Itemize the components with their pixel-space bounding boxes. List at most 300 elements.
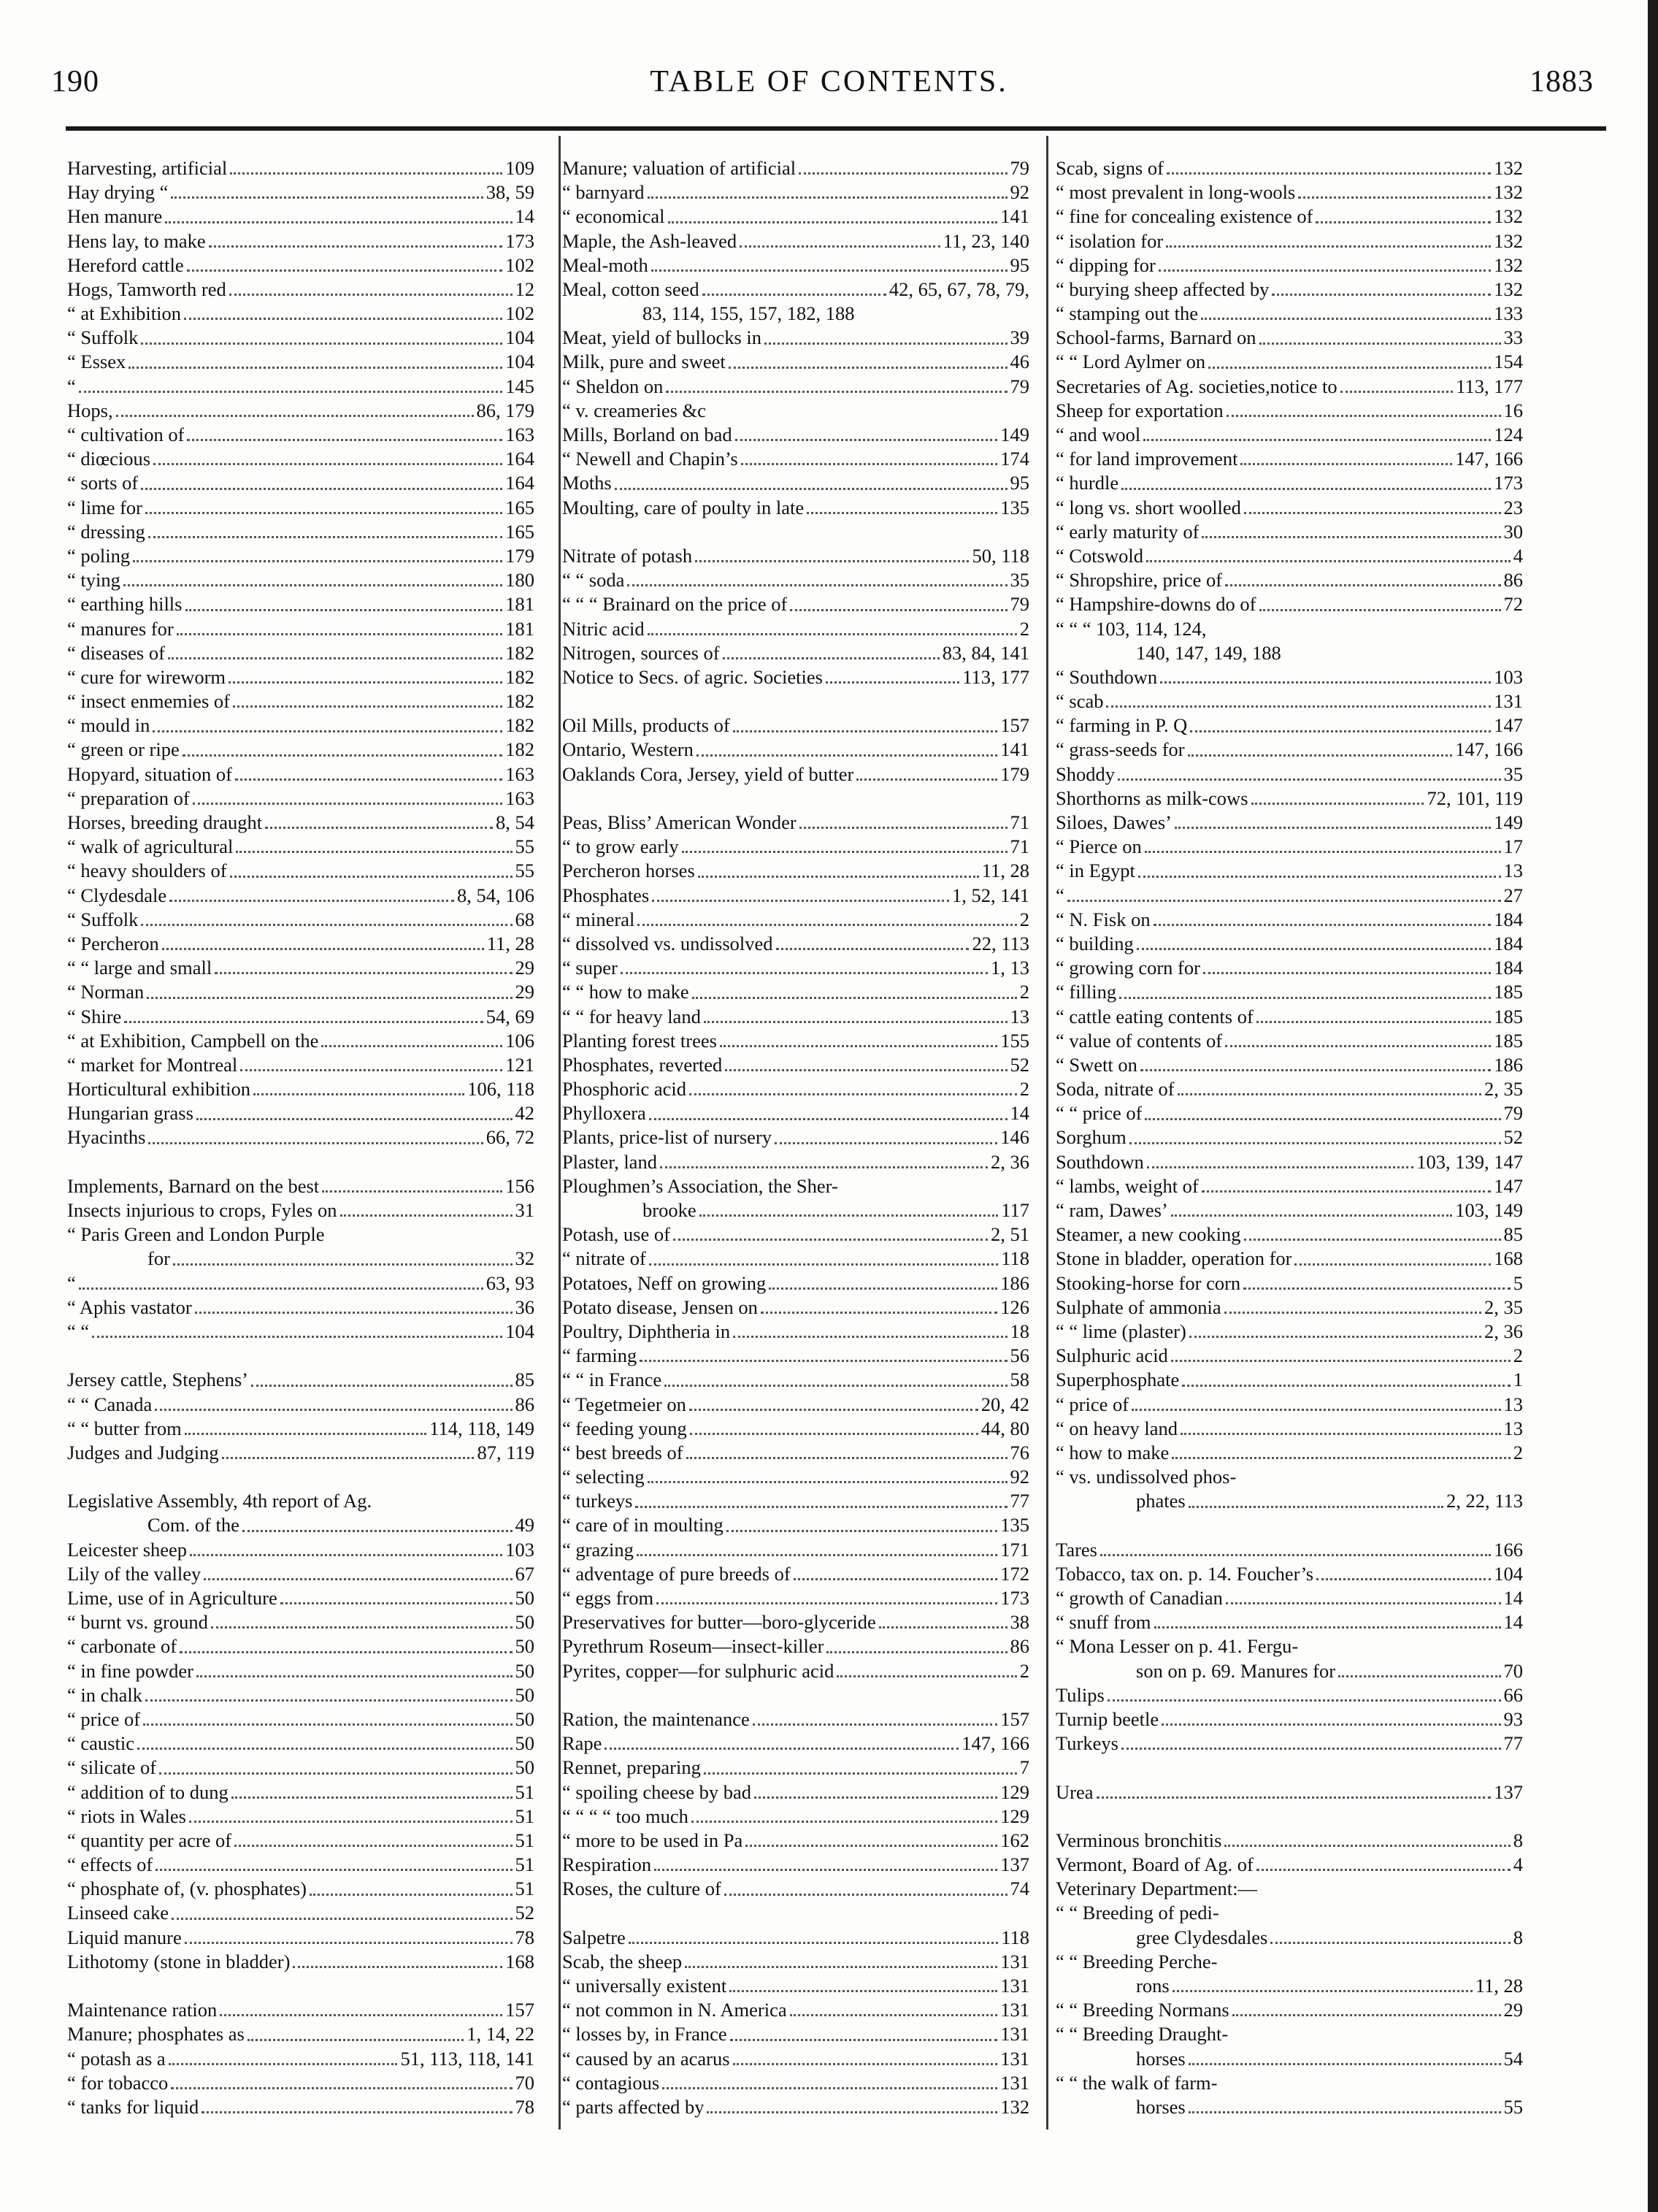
dot-leader [1231, 2040, 1520, 2041]
index-entry [1056, 1926, 1523, 1950]
dot-leader [648, 196, 1008, 199]
dot-leader [124, 1020, 483, 1023]
dot-leader [799, 172, 1007, 175]
index-entry-text: “ riots in Wales [67, 1805, 186, 1827]
dot-leader [92, 1335, 502, 1338]
index-entry-pages: 184 [1494, 932, 1523, 954]
index-entry-text: Milk, pure and sweet [562, 351, 726, 373]
index-entry-text: “ price of [1056, 1393, 1129, 1415]
index-entry-text: Phylloxera [562, 1102, 646, 1125]
index-entry-text: “ sorts of [67, 472, 139, 494]
index-entry [562, 1974, 1029, 1998]
index-entry-text: “ [67, 375, 76, 397]
index-entry-text: Turnip beetle [1056, 1707, 1159, 1730]
dot-leader [648, 1480, 1008, 1483]
index-entry-pages: 145 [505, 375, 534, 397]
index-entry [562, 568, 1029, 592]
dot-leader [171, 2086, 512, 2089]
index-entry-pages: 2, 35 [1484, 1296, 1523, 1318]
index-entry-text: “ lambs, weight of [1056, 1174, 1199, 1197]
index-entry [1056, 980, 1523, 1004]
index-entry-pages: 165 [505, 496, 534, 518]
dot-leader [204, 1577, 512, 1580]
dot-leader [187, 438, 502, 441]
index-entry-pages: 173 [1494, 472, 1523, 494]
dot-leader [837, 1675, 1016, 1677]
dot-leader [696, 754, 997, 757]
index-entry [67, 1950, 534, 1974]
dot-leader [230, 172, 502, 175]
dot-leader [740, 245, 940, 248]
index-entry-pages: 172 [1000, 1562, 1029, 1585]
dot-leader [340, 1214, 513, 1217]
index-entry [67, 1853, 534, 1877]
index-entry-pages: 135 [1000, 1514, 1029, 1536]
index-entry-pages: 50 [515, 1756, 534, 1779]
dot-leader [79, 1287, 483, 1290]
index-entry-text: “ Percheron [67, 932, 159, 954]
index-spacer [562, 787, 1029, 811]
index-entry-text: Peas, Bliss’ American Wonder [562, 811, 797, 834]
index-entry [1056, 738, 1523, 762]
dot-leader [169, 899, 454, 902]
index-entry-pages: 12 [515, 278, 534, 300]
index-entry [562, 713, 1029, 738]
index-entry-text: Implements, Barnard on the best [67, 1174, 320, 1197]
index-entry [67, 1998, 534, 2022]
index-entry [67, 302, 534, 326]
dot-leader [251, 1384, 513, 1387]
dot-leader [1188, 754, 1453, 757]
index-entry-text: “ filling [1056, 981, 1117, 1003]
index-entry-text: “ Tegetmeier on [562, 1393, 686, 1415]
dot-leader [702, 293, 886, 296]
index-entry [67, 859, 534, 883]
index-entry-pages: 70 [1503, 1659, 1523, 1682]
index-entry-pages: 157 [1000, 1707, 1029, 1730]
index-entry-text: “ [1056, 884, 1064, 906]
index-entry [1056, 956, 1523, 980]
index-entry-text: Horticultural exhibition [67, 1078, 250, 1101]
index-entry [67, 2047, 534, 2071]
index-entry-pages: 137 [1494, 1780, 1523, 1803]
index-entry-pages: 27 [1503, 884, 1523, 906]
index-entry [67, 1393, 534, 1417]
index-entry [1056, 496, 1523, 520]
index-entry [1056, 375, 1523, 399]
index-entry-pages: 51 [515, 1780, 534, 1803]
index-entry-pages: 2 [1513, 1441, 1523, 1463]
dot-leader [1100, 1553, 1491, 1556]
index-entry-text: “ addition of to dung [67, 1780, 229, 1803]
dot-leader [265, 826, 493, 829]
index-entry-pages: 137 [1000, 1853, 1029, 1876]
dot-leader [1132, 1408, 1500, 1411]
index-entry-text: Salpetre [562, 1926, 626, 1948]
dot-leader [656, 1601, 997, 1604]
index-entry-text: Potash, use of [562, 1223, 670, 1246]
index-entry [1056, 2047, 1523, 2071]
index-entry-pages: 126 [1000, 1296, 1029, 1318]
index-entry-pages: 50 [515, 1587, 534, 1610]
index-entry-pages: 103, 149 [1455, 1199, 1523, 1222]
index-entry [562, 1805, 1029, 1829]
index-entry-pages: 186 [1494, 1053, 1523, 1076]
dot-leader [321, 1044, 502, 1047]
dot-leader [733, 2062, 998, 2065]
index-entry-text: Phosphoric acid [562, 1078, 687, 1101]
index-entry [562, 1707, 1029, 1731]
index-entry [67, 835, 534, 859]
index-entry [67, 2095, 534, 2119]
index-entry-pages: 38, 59 [485, 181, 534, 204]
index-entry [67, 1198, 534, 1222]
dot-leader [148, 1141, 483, 1144]
index-entry [67, 423, 534, 447]
index-spacer [67, 1974, 534, 1998]
dot-leader [627, 583, 1007, 586]
column-divider [1046, 136, 1048, 2129]
index-entry [67, 1902, 534, 1926]
index-entry-pages: 46 [1010, 351, 1029, 373]
index-entry-pages: 171 [1000, 1538, 1029, 1561]
index-entry-pages: 51 [515, 1853, 534, 1876]
index-entry-text: Plaster, land [562, 1150, 657, 1173]
index-entry-pages: 132 [1494, 278, 1523, 300]
index-entry [67, 1101, 534, 1125]
dot-leader [1316, 221, 1491, 223]
index-entry-pages: 13 [1010, 1005, 1029, 1027]
index-entry-text: “ “ Lord Aylmer on [1056, 351, 1206, 373]
index-entry-text: “ burnt vs. ground [67, 1611, 208, 1634]
index-entry-pages: 182 [505, 690, 534, 713]
dot-leader [1143, 438, 1491, 441]
dot-leader [637, 1553, 997, 1556]
index-entry [67, 1441, 534, 1465]
dot-leader [1224, 1844, 1510, 1847]
index-entry-text: “ earthing hills [67, 593, 183, 616]
index-entry-pages: 173 [505, 229, 534, 252]
index-entry-text: “ manures for [67, 617, 174, 640]
dot-leader [726, 1529, 997, 1532]
dot-leader [660, 1166, 988, 1168]
index-entry [1056, 1731, 1523, 1756]
index-entry-text: Phosphates, reverted [562, 1053, 723, 1076]
index-entry-text: “ snuff from [1056, 1611, 1151, 1634]
index-entry-text: Shorthorns as milk-cows [1056, 787, 1248, 809]
index-entry [562, 156, 1029, 180]
index-entry-pages: 146 [1000, 1126, 1029, 1149]
dot-leader [733, 730, 998, 732]
index-entry [562, 2071, 1029, 2095]
index-entry-text: “ dressing [67, 520, 145, 543]
index-entry-text: Ploughmen’s Association, the Sher- [562, 1174, 838, 1197]
index-entry-text: “ Sheldon on [562, 375, 664, 397]
dot-leader [1240, 462, 1452, 465]
index-entry-pages: 182 [505, 738, 534, 761]
index-entry [562, 738, 1029, 762]
index-entry [1056, 1829, 1523, 1853]
dot-leader [1270, 1941, 1510, 1944]
index-entry [67, 689, 534, 713]
index-entry [562, 1174, 1029, 1198]
dot-leader [185, 608, 503, 611]
index-entry-pages: 2 [1019, 617, 1029, 640]
index-entry-text: Sheep for exportation [1056, 399, 1224, 421]
index-entry-pages: 184 [1494, 957, 1523, 979]
dot-leader [137, 1747, 513, 1750]
index-entry-pages: 106 [505, 1029, 534, 1052]
index-entry-text: “ Pierce on [1056, 835, 1142, 858]
index-entry-pages: 51 [515, 1805, 534, 1827]
index-entry-pages: 129 [1000, 1780, 1029, 1803]
index-entry [562, 2022, 1029, 2046]
dot-leader [185, 1432, 426, 1435]
index-entry [67, 399, 534, 423]
index-entry-pages: 78 [515, 1926, 534, 1948]
index-entry-text: Meat, yield of bullocks in [562, 326, 762, 349]
index-entry-pages: 33 [1503, 326, 1523, 349]
index-entry-text: Mills, Borland on bad [562, 424, 732, 446]
index-entry-pages: 103, 139, 147 [1416, 1150, 1523, 1173]
index-entry-text: Hen manure [67, 205, 163, 228]
index-entry-pages: 2, 36 [1484, 1320, 1523, 1342]
index-entry-pages: 77 [1503, 1732, 1523, 1755]
index-entry-text: “ turkeys [562, 1490, 633, 1512]
index-entry-text: Leicester sheep [67, 1538, 188, 1561]
index-entry-text: “ “ for heavy land [562, 1005, 701, 1027]
dot-leader [764, 342, 1007, 345]
index-entry-text: “ grazing [562, 1538, 634, 1561]
index-entry-pages: 86, 179 [476, 399, 534, 421]
index-entry-pages: 71 [1010, 835, 1029, 858]
index-entry [1056, 1853, 1523, 1877]
index-entry [1056, 253, 1523, 278]
index-entry-pages: 162 [1000, 1829, 1029, 1851]
dot-leader [690, 1432, 978, 1435]
index-entry-pages: 8, 54 [496, 811, 534, 834]
index-entry-pages: 50 [515, 1635, 534, 1658]
index-entry [562, 326, 1029, 350]
index-entry-text: Insects injurious to crops, Fyles on [67, 1199, 337, 1222]
index-entry-text: for [147, 1247, 170, 1270]
dot-leader [724, 1893, 1008, 1896]
index-entry-pages: 104 [1494, 1562, 1523, 1585]
index-entry-pages: 147 [1494, 1174, 1523, 1197]
index-entry-pages: 131 [1000, 2071, 1029, 2094]
index-entry-text: Hereford cattle [67, 253, 184, 276]
index-entry-pages: 52 [1503, 1126, 1523, 1149]
dot-leader [666, 390, 1007, 393]
index-entry-text: Lithotomy (stone in bladder) [67, 1950, 291, 1972]
dot-leader [745, 1844, 997, 1847]
index-entry [562, 617, 1029, 641]
index-entry-pages: 8 [1513, 1926, 1523, 1948]
index-entry [1056, 1634, 1523, 1658]
dot-leader [730, 2038, 998, 2041]
dot-leader [1172, 1456, 1510, 1459]
index-entry [1056, 302, 1523, 326]
index-entry-pages: 102 [505, 253, 534, 276]
index-entry-pages: 50 [515, 1611, 534, 1634]
index-entry-text: Secretaries of Ag. societies,notice to [1056, 375, 1337, 397]
dot-leader [856, 778, 997, 781]
index-entry-pages: 86 [515, 1393, 534, 1415]
index-entry-pages: 2 [1019, 1659, 1029, 1682]
index-entry [1056, 665, 1523, 689]
index-entry-pages: 14 [1503, 1587, 1523, 1610]
index-entry-pages: 141 [1000, 738, 1029, 761]
dot-leader [707, 2110, 997, 2113]
index-entry-pages: 55 [1503, 2095, 1523, 2118]
index-entry-text: “ N. Fisk on [1056, 908, 1151, 930]
dot-leader [565, 804, 1026, 805]
index-entry [1056, 471, 1523, 495]
index-entry-text: “ Cotswold [1056, 544, 1143, 567]
index-entry-pages: 182 [505, 665, 534, 688]
index-entry [1056, 568, 1523, 592]
dot-leader [141, 923, 512, 926]
index-entry [67, 592, 534, 616]
index-entry-pages: 58 [1010, 1369, 1029, 1391]
index-entry [562, 1126, 1029, 1150]
index-entry [562, 1926, 1029, 1950]
dot-leader [1067, 899, 1501, 902]
index-entry-pages: 78 [515, 2095, 534, 2118]
index-entry [1056, 1659, 1523, 1683]
index-entry-pages: 51 [515, 1878, 534, 1900]
index-entry-text: 83, 114, 155, 157, 182, 188 [642, 302, 855, 325]
index-entry-pages: 117 [1001, 1199, 1029, 1222]
dot-leader [242, 1529, 513, 1532]
dot-leader [1256, 1020, 1491, 1023]
index-entry [562, 1222, 1029, 1247]
index-entry-pages: 44, 80 [980, 1417, 1029, 1439]
index-entry-text: “ tanks for liquid [67, 2095, 199, 2118]
index-entry [67, 1417, 534, 1441]
index-entry-pages: 29 [515, 981, 534, 1003]
dot-leader [1260, 1895, 1520, 1896]
index-entry-text: “ mineral [562, 908, 635, 930]
dot-leader [1178, 1092, 1481, 1095]
index-entry-text: “ quantity per acre of [67, 1829, 232, 1851]
index-entry-pages: 79 [1503, 1102, 1523, 1125]
dot-leader [691, 1820, 997, 1823]
index-entry-pages: 1, 13 [991, 957, 1029, 979]
index-entry-pages: 14 [1503, 1611, 1523, 1634]
index-entry-pages: 118 [1001, 1926, 1029, 1948]
index-entry [1056, 2071, 1523, 2095]
index-entry [562, 1780, 1029, 1805]
index-entry [67, 1174, 534, 1198]
index-entry-pages: 17 [1503, 835, 1523, 858]
dot-leader [1097, 1796, 1492, 1799]
index-entry-text: Urea [1056, 1780, 1094, 1803]
dot-leader [565, 1919, 1026, 1920]
index-entry [67, 1756, 534, 1780]
index-entry-text: Preservatives for butter—boro-glyceride [562, 1611, 876, 1634]
index-entry-pages: 14 [515, 205, 534, 228]
dot-leader [720, 1044, 997, 1047]
index-entry-text: Legislative Assembly, 4th report of Ag. [67, 1490, 372, 1512]
index-entry-pages: 103 [505, 1538, 534, 1561]
index-entry-pages: 52 [1010, 1053, 1029, 1076]
index-entry-pages: 113, 177 [962, 665, 1029, 688]
index-entry-pages: 164 [505, 448, 534, 470]
dot-leader [621, 971, 988, 974]
dot-leader [196, 1675, 513, 1677]
index-entry [562, 592, 1029, 616]
index-entry [1056, 762, 1523, 787]
index-entry-text: Stone in bladder, operation for [1056, 1247, 1292, 1270]
index-entry-pages: 55 [515, 835, 534, 858]
index-entry-text: School-farms, Barnard on [1056, 326, 1256, 349]
dot-leader [202, 2110, 512, 2113]
index-entry-text: “ selecting [562, 1466, 645, 1488]
index-entry [1056, 689, 1523, 713]
index-entry [1056, 1344, 1523, 1368]
index-entry [1056, 641, 1523, 665]
index-entry-text: “ “ lime (plaster) [1056, 1320, 1186, 1342]
index-entry-text: “ diœcious [67, 448, 151, 470]
dot-leader [172, 1917, 512, 1920]
index-entry-pages: 131 [1000, 1975, 1029, 1997]
index-entry-text: Potato disease, Jensen on [562, 1296, 758, 1318]
index-entry-text: Potatoes, Neff on growing [562, 1271, 767, 1294]
dot-leader [155, 1408, 512, 1411]
index-entry-text: “ Clydesdale [67, 884, 167, 906]
index-entry-text: “ Newell and Chapin’s [562, 448, 738, 470]
index-entry [562, 1998, 1029, 2022]
index-entry-pages: 51 [515, 1829, 534, 1851]
index-entry-text: son on p. 69. Manures for [1136, 1659, 1336, 1682]
dot-leader [637, 923, 1016, 926]
dot-leader [1160, 681, 1491, 684]
dot-leader [692, 996, 1017, 999]
dot-leader [1181, 1432, 1500, 1435]
dot-leader [1189, 2062, 1501, 2065]
dot-leader [235, 778, 502, 781]
index-entry [562, 204, 1029, 229]
index-entry [562, 641, 1029, 665]
index-entry [562, 1271, 1029, 1296]
index-entry [562, 423, 1029, 447]
index-entry [67, 641, 534, 665]
dot-leader [685, 1965, 997, 1968]
index-entry [67, 278, 534, 302]
dot-leader [709, 416, 1026, 417]
index-entry [1056, 278, 1523, 302]
dot-leader [1202, 1190, 1491, 1193]
index-entry-text: Judges and Judging [67, 1441, 219, 1463]
index-entry [562, 1514, 1029, 1538]
index-entry [67, 1029, 534, 1053]
dot-leader [704, 1020, 1008, 1023]
index-entry-text: “ nitrate of [562, 1247, 646, 1270]
index-entry [1056, 156, 1523, 180]
index-entry-text: “ hurdle [1056, 472, 1119, 494]
index-entry-pages: 186 [1000, 1271, 1029, 1294]
index-entry-pages: 11, 28 [981, 860, 1029, 882]
index-entry-pages: 168 [1494, 1247, 1523, 1270]
index-entry [1056, 1271, 1523, 1296]
index-entry-text: Hay drying “ [67, 181, 169, 204]
index-entry-text: “ cattle eating contents of [1056, 1005, 1254, 1027]
index-spacer [562, 689, 1029, 713]
dot-leader [662, 2086, 997, 2089]
index-entry-text: Veterinary Department:— [1056, 1878, 1257, 1900]
dot-leader [153, 462, 502, 465]
